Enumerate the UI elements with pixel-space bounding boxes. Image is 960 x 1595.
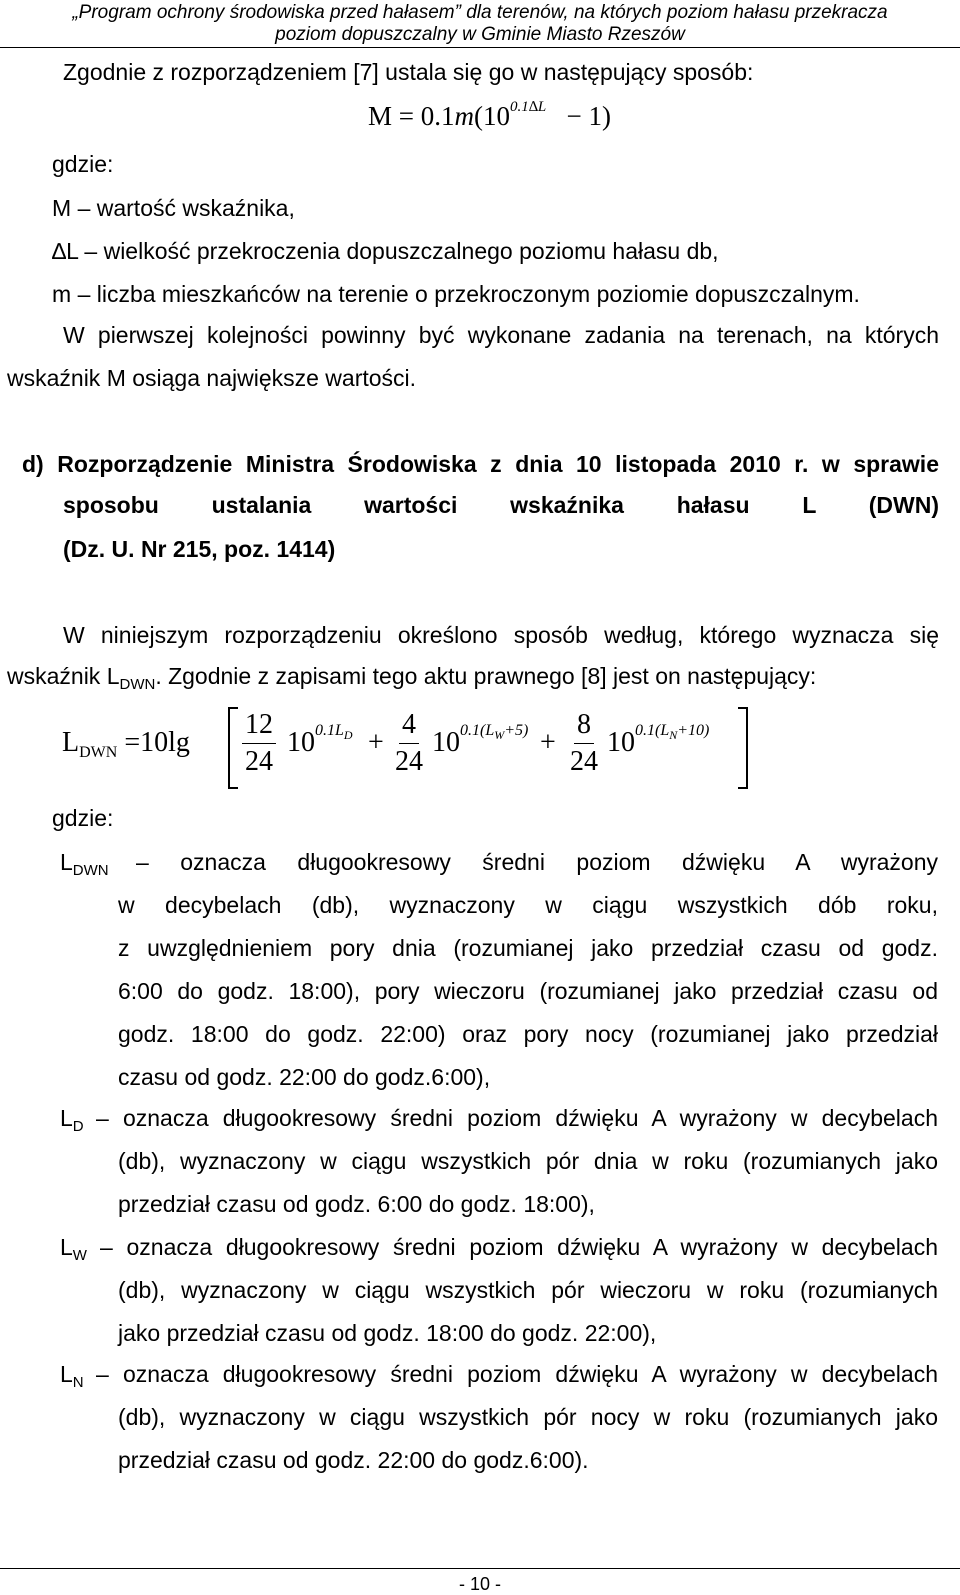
formula-m-open: (10 <box>474 101 510 131</box>
formula-ldwn-lhs-sub: DWN <box>79 744 118 761</box>
def-ldwn-line-3: z uwzględnieniem pory dnia (rozumianej jako przedział czasu od godz. <box>118 935 938 961</box>
formula-m <box>368 98 611 139</box>
term3-denominator: 24 <box>570 746 598 777</box>
def-ldwn-line-4: 6:00 do godz. 18:00), pory wieczoru (rozumianej jako przedział czasu od <box>118 978 938 1004</box>
intro-text: Zgodnie z rozporządzeniem [7] ustala się go w następujący sposób: <box>63 59 754 85</box>
def-ln-sub: N <box>72 1374 84 1391</box>
formula-m-close: 1) <box>588 101 612 131</box>
formula-ldwn-lhs: L <box>62 727 80 758</box>
def-ldwn-line-6: czasu od godz. 22:00 do godz.6:00), <box>118 1064 491 1090</box>
section-d-line-3: (Dz. U. Nr 215, poz. 1414) <box>63 536 336 562</box>
term2-power <box>432 722 529 759</box>
def-ldwn-sub: DWN <box>72 862 109 879</box>
term2-base: 10 <box>432 727 460 758</box>
paragraph-2-pre: wskaźnik L <box>7 663 120 689</box>
paragraph-2-line-2 <box>7 662 817 693</box>
term1-exponent: 0.1L <box>315 722 344 739</box>
term3-fraction <box>567 707 601 780</box>
formula-m-var: m <box>454 101 474 131</box>
def-m-symbol: M <box>52 195 72 221</box>
term1-base: 10 <box>287 727 315 758</box>
footer-rule <box>0 1568 960 1569</box>
def-ln-sym: L <box>60 1361 73 1387</box>
formula-m-minus: − <box>566 101 582 131</box>
right-bracket <box>738 707 748 789</box>
def-small-m-text: – liczba mieszkańców na terenie o przekroczonym poziomie dopuszczalnym. <box>77 281 860 307</box>
def-ln-line-3: przedział czasu od godz. 22:00 do godz.6:00). <box>118 1447 589 1473</box>
paragraph-2-sub: DWN <box>119 676 156 693</box>
def-ld-line-3: przedział czasu od godz. 6:00 do godz. 18:00), <box>118 1191 595 1217</box>
paragraph-1-line-2: wskaźnik M osiąga największe wartości. <box>7 365 417 391</box>
header-rule <box>0 47 960 48</box>
def-ld-line-2: (db), wyznaczony w ciągu wszystkich pór dnia w roku (rozumianych jako <box>118 1148 938 1174</box>
def-lw-line-3: jako przedział czasu od godz. 18:00 do godz. 22:00), <box>118 1320 657 1346</box>
def-ld-sub: D <box>72 1118 84 1135</box>
where-label-2: gdzie: <box>52 805 114 831</box>
plus-2: + <box>540 727 556 758</box>
formula-m-eq: = <box>398 101 414 131</box>
formula-ldwn <box>62 703 762 793</box>
def-ln-line-1: – oznacza długookresowy średni poziom dźwięku A wyrażony w decybelach <box>96 1361 938 1387</box>
term1-power <box>287 722 353 759</box>
def-small-m <box>52 280 860 308</box>
def-delta-l-symbol: ∆L <box>52 238 79 264</box>
paragraph-2-post: . Zgodnie z zapisami tego aktu prawnego [8] jest on następujący: <box>155 663 817 689</box>
def-delta-l-text: – wielkość przekroczenia dopuszczalnego poziomu hałasu db, <box>84 238 719 264</box>
term1-exponent-sub: D <box>343 728 353 742</box>
def-lw-line-1: – oznacza długookresowy średni poziom dźwięku A wyrażony w decybelach <box>100 1234 938 1260</box>
formula-m-exponent: 0.1∆L <box>510 99 547 115</box>
def-small-m-symbol: m <box>52 281 72 307</box>
term2-numerator: 4 <box>399 707 419 744</box>
term1-numerator: 12 <box>242 707 276 744</box>
section-d-line-2: sposobu ustalania wartości wskaźnika hałasu L (DWN) <box>63 492 939 518</box>
def-lw-sub: W <box>72 1247 87 1264</box>
term2-exponent-post: +5) <box>504 722 529 739</box>
plus-1: + <box>368 727 384 758</box>
term2-exponent-sub: W <box>494 728 505 742</box>
def-ld-sym: L <box>60 1105 73 1131</box>
where-label-1: gdzie: <box>52 151 114 177</box>
def-delta-l <box>52 237 719 265</box>
left-bracket <box>228 707 238 789</box>
def-ld-line-1: – oznacza długookresowy średni poziom dźwięku A wyrażony w decybelach <box>96 1105 938 1131</box>
def-ldwn-line-5: godz. 18:00 do godz. 22:00) oraz pory nocy (rozumianej jako przedział <box>118 1021 938 1047</box>
header-line-2: poziom dopuszczalny w Gminie Miasto Rzeszów <box>275 24 685 45</box>
term3-exponent-sub: N <box>669 728 678 742</box>
def-ld-symbol <box>60 1104 84 1135</box>
formula-m-lhs: M <box>368 101 393 131</box>
page-number: - 10 - <box>458 1574 501 1594</box>
term1-fraction <box>242 707 276 780</box>
def-lw-symbol <box>60 1233 87 1264</box>
header-line-1: „Program ochrony środowiska przed hałasem” dla terenów, na których poziom hałasu przekracza <box>72 2 888 23</box>
def-ldwn-symbol <box>60 848 109 879</box>
term3-numerator: 8 <box>574 707 594 744</box>
term3-power <box>607 722 710 759</box>
paragraph-1-line-1: W pierwszej kolejności powinny być wykonane zadania na terenach, na których <box>63 322 939 348</box>
def-ln-line-2: (db), wyznaczony w ciągu wszystkich pór nocy w roku (rozumianych jako <box>118 1404 938 1430</box>
term3-base: 10 <box>607 727 635 758</box>
def-ldwn-line-2: w decybelach (db), wyznaczony w ciągu wszystkich dób roku, <box>118 892 938 918</box>
formula-ldwn-eq: = <box>124 727 141 758</box>
formula-ldwn-lg: 10lg <box>140 727 190 758</box>
section-d-line-1: d) Rozporządzenie Ministra Środowiska z dnia 10 listopada 2010 r. w sprawie <box>22 451 939 477</box>
def-m <box>52 194 295 222</box>
def-ln-symbol <box>60 1360 84 1391</box>
def-lw-sym: L <box>60 1234 73 1260</box>
def-ldwn-line-1: – oznacza długookresowy średni poziom dźwięku A wyrażony <box>136 849 938 875</box>
def-lw-line-2: (db), wyznaczony w ciągu wszystkich pór wieczoru w roku (rozumianych <box>118 1277 938 1303</box>
term3-exponent-post: +10) <box>677 722 710 739</box>
term2-denominator: 24 <box>395 746 423 777</box>
term2-exponent-pre: 0.1(L <box>460 722 495 739</box>
term1-denominator: 24 <box>245 746 273 777</box>
def-ldwn-sym: L <box>60 849 73 875</box>
formula-m-coef: 0.1 <box>420 101 455 131</box>
def-m-text: – wartość wskaźnika, <box>77 195 295 221</box>
term2-fraction <box>392 707 426 780</box>
term3-exponent-pre: 0.1(L <box>635 722 670 739</box>
paragraph-2-line-1: W niniejszym rozporządzeniu określono sposób według, którego wyznacza się <box>63 622 939 648</box>
